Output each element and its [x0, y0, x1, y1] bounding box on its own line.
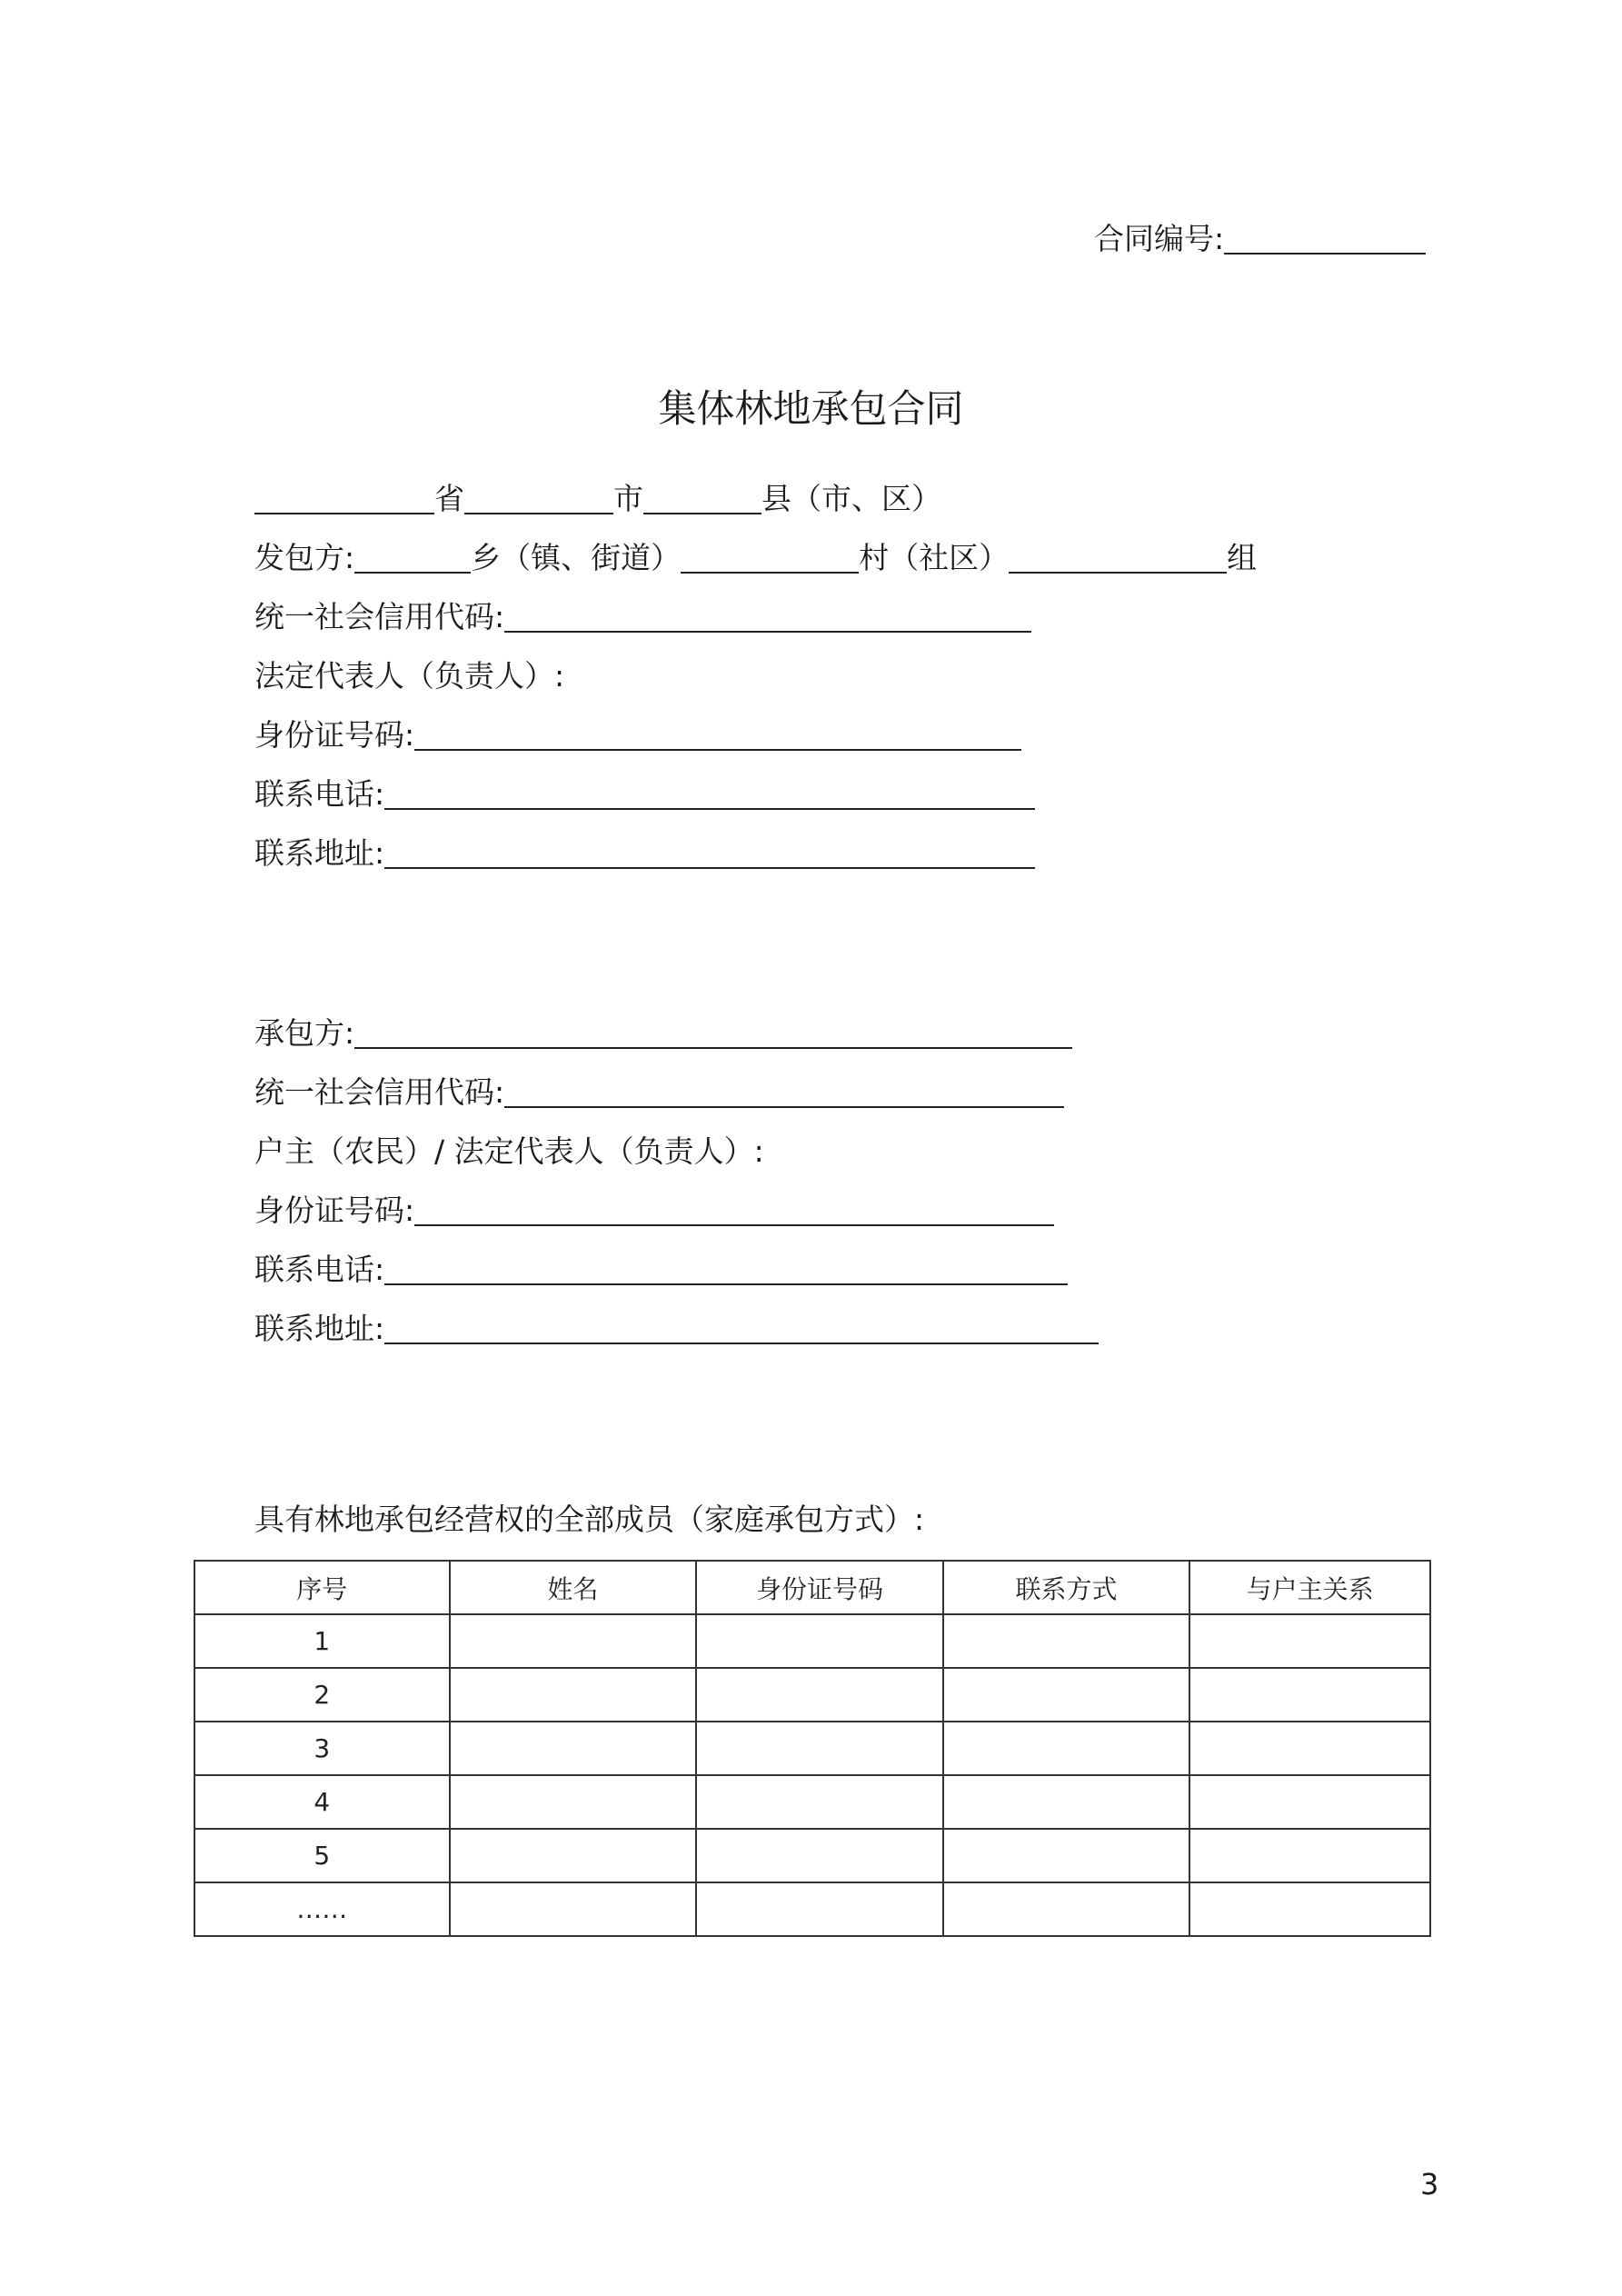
- document-title: 集体林地承包合同: [658, 386, 964, 431]
- relation-cell[interactable]: [1189, 1775, 1430, 1829]
- column-header-name: 姓名: [450, 1561, 697, 1614]
- contractor-address-blank[interactable]: [384, 1312, 1099, 1344]
- issuer-credit-code-line: [254, 596, 1031, 638]
- contact-cell[interactable]: [943, 1614, 1190, 1668]
- contractor-credit-code-line: [254, 1072, 1064, 1113]
- table-row: [194, 1722, 1430, 1775]
- contractor-blank[interactable]: [354, 1016, 1072, 1049]
- relation-cell[interactable]: [1189, 1668, 1430, 1722]
- issuer-address-label: 联系地址:: [254, 835, 385, 871]
- contact-cell[interactable]: [943, 1668, 1190, 1722]
- contact-cell[interactable]: [943, 1722, 1190, 1775]
- issuer-id-label: 身份证号码:: [254, 717, 415, 753]
- contractor-label: 承包方:: [254, 1015, 355, 1051]
- name-cell[interactable]: [450, 1614, 697, 1668]
- contractor-phone-label: 联系电话:: [254, 1252, 385, 1287]
- issuer-address-blank[interactable]: [384, 836, 1035, 869]
- relation-cell[interactable]: [1189, 1882, 1430, 1936]
- contract-number-field: [1094, 218, 1426, 260]
- table-row: [194, 1668, 1430, 1722]
- table-row: [194, 1775, 1430, 1829]
- contractor-id-label: 身份证号码:: [254, 1193, 415, 1228]
- township-blank[interactable]: [354, 541, 471, 574]
- contractor-phone-line: [254, 1249, 1068, 1291]
- group-label: 组: [1227, 540, 1258, 575]
- contractor-credit-code-label: 统一社会信用代码:: [254, 1074, 505, 1110]
- issuer-id-blank[interactable]: [414, 718, 1021, 751]
- township-label: 乡（镇、街道）: [471, 540, 682, 575]
- column-header-id-number: 身份证号码: [696, 1561, 943, 1614]
- contractor-address-label: 联系地址:: [254, 1311, 385, 1346]
- name-cell[interactable]: [450, 1882, 697, 1936]
- contractor-id-line: [254, 1190, 1054, 1232]
- issuer-id-line: [254, 714, 1021, 756]
- province-blank[interactable]: [254, 482, 434, 514]
- county-label: 县（市、区）: [761, 481, 941, 516]
- contractor-address-line: [254, 1308, 1099, 1350]
- id-number-cell[interactable]: [696, 1829, 943, 1882]
- id-number-cell[interactable]: [696, 1722, 943, 1775]
- column-header-index: 序号: [194, 1561, 450, 1614]
- table-row: [194, 1829, 1430, 1882]
- table-row: [194, 1614, 1430, 1668]
- table-row: [194, 1882, 1430, 1936]
- issuer-line: [254, 537, 1257, 579]
- city-label: 市: [613, 481, 643, 516]
- contractor-line: [254, 1013, 1072, 1054]
- issuer-credit-code-label: 统一社会信用代码:: [254, 599, 505, 634]
- relation-cell[interactable]: [1189, 1829, 1430, 1882]
- issuer-phone-line: [254, 774, 1035, 815]
- id-number-cell[interactable]: [696, 1614, 943, 1668]
- issuer-credit-code-blank[interactable]: [504, 600, 1031, 633]
- issuer-legal-rep-line: [254, 655, 564, 697]
- name-cell[interactable]: [450, 1722, 697, 1775]
- contractor-credit-code-blank[interactable]: [504, 1075, 1064, 1108]
- group-blank[interactable]: [1009, 541, 1227, 574]
- province-label: 省: [434, 481, 464, 516]
- page-number: 3: [1420, 2167, 1439, 2201]
- city-blank[interactable]: [464, 482, 613, 514]
- column-header-contact: 联系方式: [943, 1561, 1190, 1614]
- row-index: 4: [194, 1775, 450, 1829]
- contractor-id-blank[interactable]: [414, 1193, 1054, 1226]
- contractor-head-label: 户主（农民）/ 法定代表人（负责人）:: [254, 1133, 764, 1169]
- issuer-legal-rep-label: 法定代表人（负责人）:: [254, 658, 565, 694]
- contact-cell[interactable]: [943, 1829, 1190, 1882]
- id-number-cell[interactable]: [696, 1882, 943, 1936]
- row-index: ……: [194, 1882, 450, 1936]
- issuer-label: 发包方:: [254, 540, 355, 575]
- issuer-address-line: [254, 833, 1035, 874]
- village-blank[interactable]: [681, 541, 859, 574]
- village-label: 村（社区）: [859, 540, 1010, 575]
- contractor-phone-blank[interactable]: [384, 1253, 1068, 1285]
- name-cell[interactable]: [450, 1775, 697, 1829]
- issuer-phone-label: 联系电话:: [254, 776, 385, 812]
- issuer-phone-blank[interactable]: [384, 777, 1035, 810]
- name-cell[interactable]: [450, 1668, 697, 1722]
- row-index: 2: [194, 1668, 450, 1722]
- relation-cell[interactable]: [1189, 1614, 1430, 1668]
- contract-number-label: 合同编号:: [1094, 221, 1225, 256]
- relation-cell[interactable]: [1189, 1722, 1430, 1775]
- column-header-relation: 与户主关系: [1189, 1561, 1430, 1614]
- id-number-cell[interactable]: [696, 1775, 943, 1829]
- county-blank[interactable]: [643, 482, 761, 514]
- row-index: 5: [194, 1829, 450, 1882]
- location-line: [254, 478, 941, 520]
- table-header-row: [194, 1561, 1430, 1614]
- row-index: 3: [194, 1722, 450, 1775]
- members-heading: 具有林地承包经营权的全部成员（家庭承包方式）:: [254, 1502, 925, 1537]
- id-number-cell[interactable]: [696, 1668, 943, 1722]
- contract-number-blank[interactable]: [1224, 222, 1426, 255]
- contact-cell[interactable]: [943, 1882, 1190, 1936]
- name-cell[interactable]: [450, 1829, 697, 1882]
- contractor-head-line: [254, 1131, 764, 1173]
- contact-cell[interactable]: [943, 1775, 1190, 1829]
- members-table: [194, 1560, 1431, 1937]
- row-index: 1: [194, 1614, 450, 1668]
